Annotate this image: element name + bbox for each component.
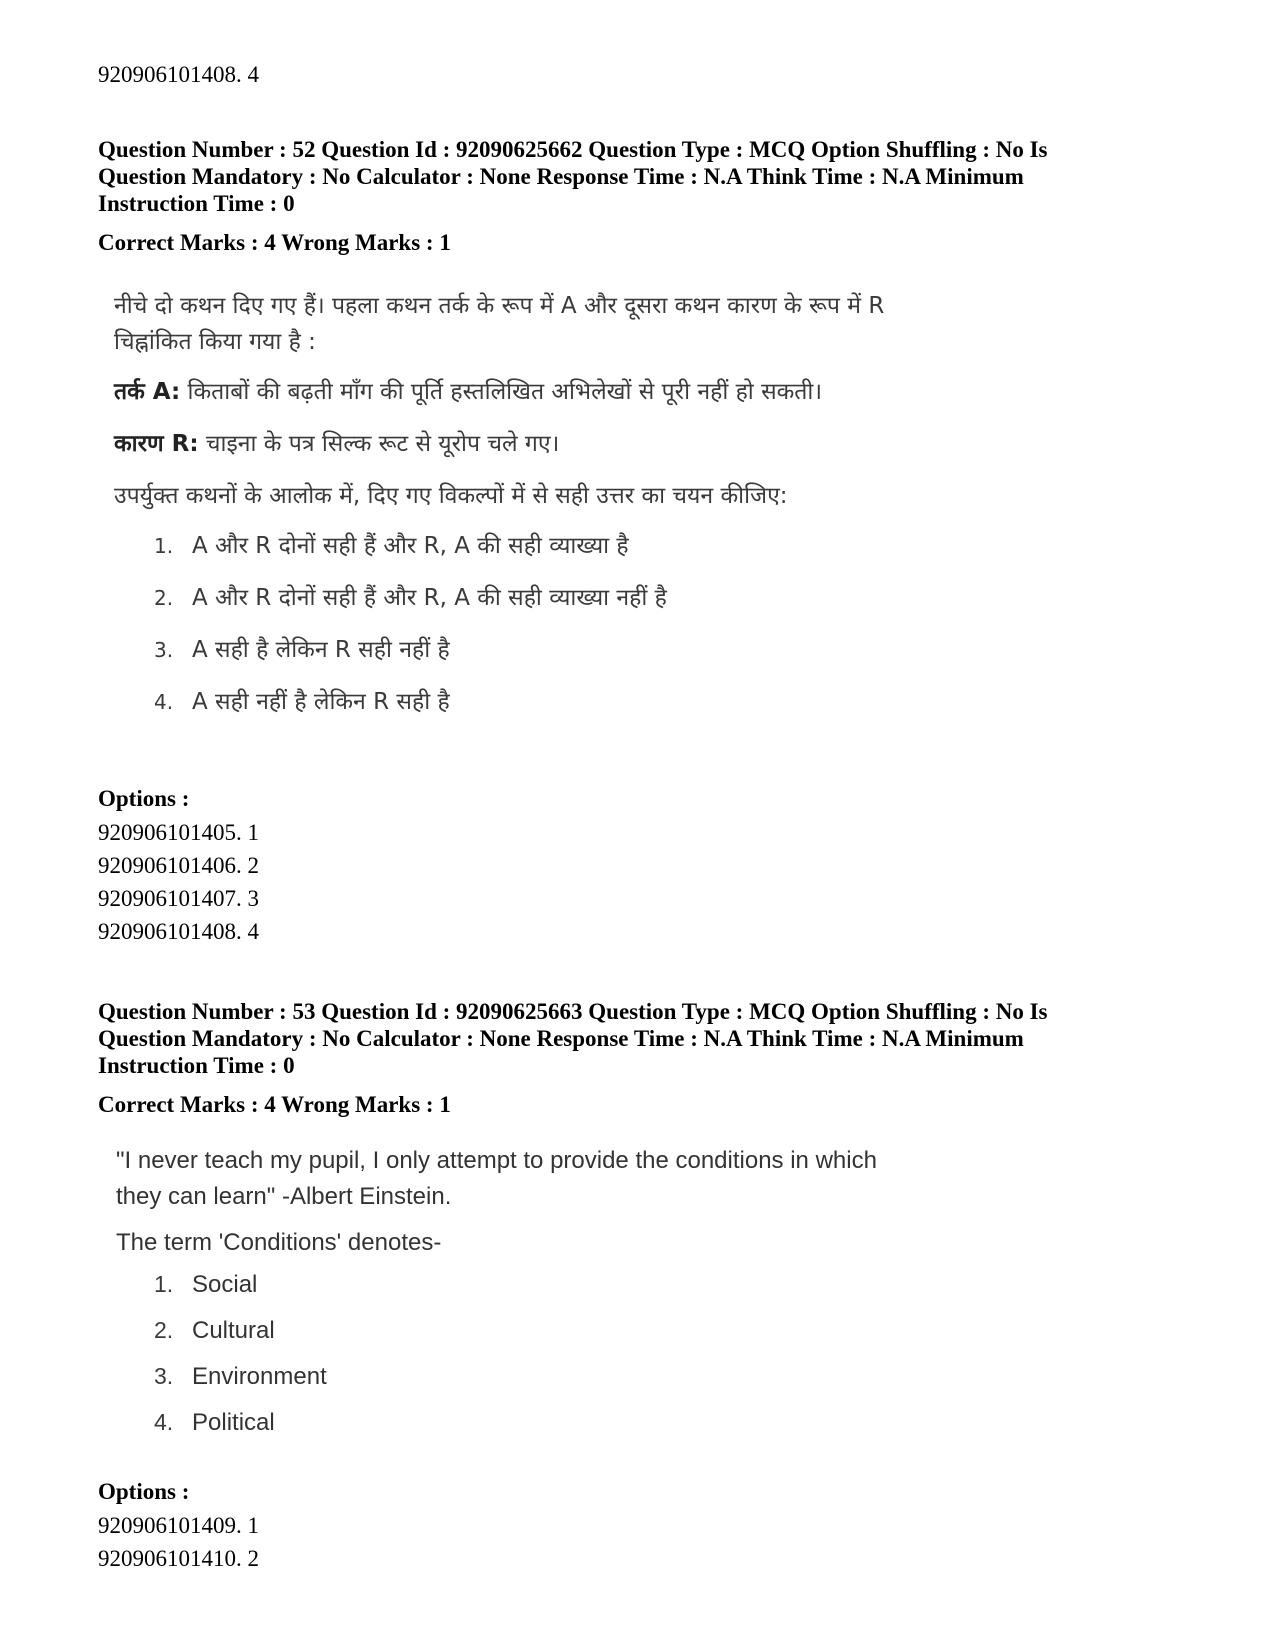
q52-assertion-text: किताबों की बढ़ती माँग की पूर्ति हस्तलिखित अभिलेखों से पूरी नहीं हो सकती। xyxy=(180,379,823,405)
q52-intro-line-2: चिह्नांकित किया गया है : xyxy=(114,329,316,355)
option-id: 920906101405. 1 xyxy=(98,820,259,845)
q53-meta-line-1: Question Number : 53 Question Id : 92090625663 Question Type : MCQ Option Shuffling : No Is xyxy=(98,999,1048,1024)
q52-choice-2 xyxy=(154,580,1014,632)
q53-marks: Correct Marks : 4 Wrong Marks : 1 xyxy=(98,1092,451,1117)
q53-metadata xyxy=(98,998,1048,1079)
q53-options-label: Options : xyxy=(98,1479,190,1504)
choice-text: A सही है लेकिन R सही नहीं है xyxy=(192,637,450,663)
q52-choice-list xyxy=(154,528,1014,736)
q52-options-list xyxy=(98,816,259,948)
q52-prompt: उपर्युक्त कथनों के आलोक में, दिए गए विकल्पों में से सही उत्तर का चयन कीजिए: xyxy=(114,483,788,509)
q52-reason xyxy=(114,426,1014,462)
q52-meta-line-1: Question Number : 52 Question Id : 92090625662 Question Type : MCQ Option Shuffling : No Is xyxy=(98,137,1048,162)
q52-intro-line-1: नीचे दो कथन दिए गए हैं। पहला कथन तर्क के रूप में A और दूसरा कथन कारण के रूप में R xyxy=(114,293,885,319)
q52-choice-4 xyxy=(154,684,1014,736)
choice-text: Social xyxy=(192,1271,258,1298)
choice-text: A और R दोनों सही हैं और R, A की सही व्याख्या है xyxy=(192,533,629,559)
q52-question-body xyxy=(114,288,1014,736)
q53-choice-1 xyxy=(154,1271,1016,1317)
choice-number: 1. xyxy=(154,534,174,558)
q52-choice-1 xyxy=(154,528,1014,580)
q53-prompt: The term 'Conditions' denotes- xyxy=(116,1229,442,1256)
q53-choice-list xyxy=(154,1271,1016,1455)
option-id: 920906101406. 2 xyxy=(98,853,259,878)
q52-assertion-label: तर्क A: xyxy=(114,379,181,405)
q53-quote-line-1: "I never teach my pupil, I only attempt to provide the conditions in which xyxy=(116,1147,877,1174)
choice-number: 2. xyxy=(154,586,174,610)
q53-choice-4 xyxy=(154,1409,1016,1455)
q52-metadata xyxy=(98,136,1048,217)
option-id: 920906101409. 1 xyxy=(98,1513,259,1538)
q53-meta-line-3: Instruction Time : 0 xyxy=(98,1053,295,1078)
choice-number: 2. xyxy=(154,1317,174,1343)
option-id: 920906101407. 3 xyxy=(98,886,259,911)
q53-question-body xyxy=(116,1143,1016,1455)
q53-quote-line-2: they can learn" -Albert Einstein. xyxy=(116,1183,452,1210)
q52-meta-line-3: Instruction Time : 0 xyxy=(98,191,295,216)
option-id: 920906101408. 4 xyxy=(98,919,259,944)
choice-text: Environment xyxy=(192,1363,327,1390)
previous-option-line: 920906101408. 4 xyxy=(98,62,259,87)
choice-text: Cultural xyxy=(192,1317,275,1344)
q52-reason-text: चाइना के पत्र सिल्क रूट से यूरोप चले गए। xyxy=(198,431,560,457)
q52-assertion xyxy=(114,374,1014,410)
choice-text: Political xyxy=(192,1409,275,1436)
choice-number: 4. xyxy=(154,1409,174,1435)
choice-number: 4. xyxy=(154,690,174,714)
q53-options-list xyxy=(98,1509,259,1575)
q52-marks: Correct Marks : 4 Wrong Marks : 1 xyxy=(98,230,451,255)
choice-number: 1. xyxy=(154,1271,174,1297)
q52-meta-line-2: Question Mandatory : No Calculator : None Response Time : N.A Think Time : N.A Minimum xyxy=(98,164,1024,189)
choice-number: 3. xyxy=(154,1363,174,1389)
q52-choice-3 xyxy=(154,632,1014,684)
q53-meta-line-2: Question Mandatory : No Calculator : None Response Time : N.A Think Time : N.A Minimum xyxy=(98,1026,1024,1051)
q53-choice-3 xyxy=(154,1363,1016,1409)
choice-number: 3. xyxy=(154,638,174,662)
option-id: 920906101410. 2 xyxy=(98,1546,259,1571)
q52-reason-label: कारण R: xyxy=(114,431,199,457)
choice-text: A और R दोनों सही हैं और R, A की सही व्याख्या नहीं है xyxy=(192,585,667,611)
choice-text: A सही नहीं है लेकिन R सही है xyxy=(192,689,450,715)
q53-choice-2 xyxy=(154,1317,1016,1363)
q52-options-label: Options : xyxy=(98,786,190,811)
